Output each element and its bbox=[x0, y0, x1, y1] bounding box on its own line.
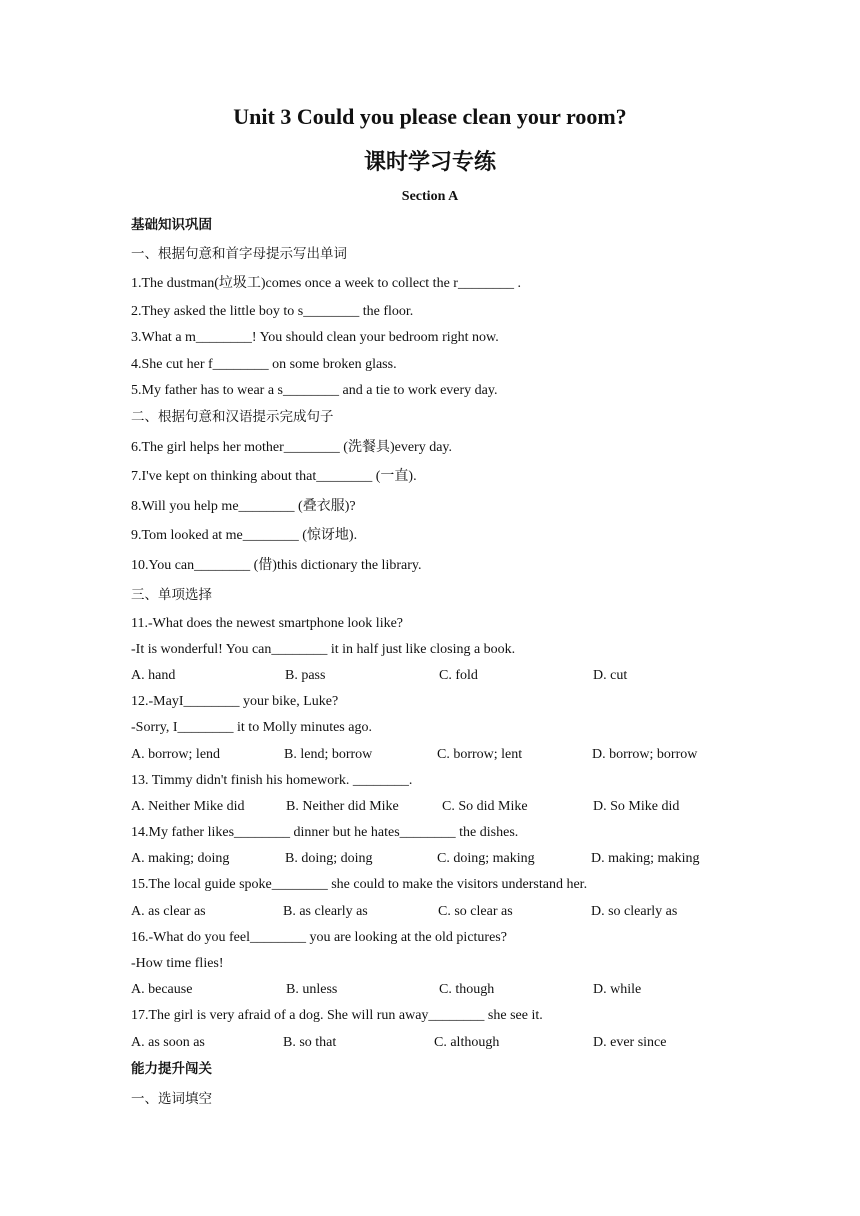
q17-option-b: B. so that bbox=[283, 1035, 337, 1050]
question-12-response: -Sorry, I________ it to Molly minutes ago. bbox=[131, 720, 372, 735]
question-5: 5.My father has to wear a s________ and a tie to work every day. bbox=[131, 383, 498, 398]
question-4: 4.She cut her f________ on some broken glass. bbox=[131, 357, 397, 372]
q16-option-a: A. because bbox=[131, 982, 193, 997]
part1-heading: 基础知识巩固 bbox=[131, 217, 212, 233]
question-13: 13. Timmy didn't finish his homework. ________. bbox=[131, 773, 413, 788]
question-6: 6.The girl helps her mother________ (洗餐具)every day. bbox=[131, 440, 453, 455]
q15-option-a: A. as clear as bbox=[131, 904, 206, 919]
q17-option-c: C. although bbox=[434, 1035, 500, 1050]
q13-option-a: A. Neither Mike did bbox=[131, 799, 245, 814]
question-8: 8.Will you help me________ (叠衣服)? bbox=[131, 499, 356, 514]
question-3: 3.What a m________! You should clean your bedroom right now. bbox=[131, 330, 499, 345]
unit-title: Unit 3 Could you please clean your room? bbox=[233, 104, 627, 129]
q14-option-b: B. doing; doing bbox=[285, 851, 373, 866]
q14-option-d: D. making; making bbox=[591, 851, 700, 866]
q14-option-a: A. making; doing bbox=[131, 851, 230, 866]
question-14: 14.My father likes________ dinner but he hates________ the dishes. bbox=[131, 825, 519, 840]
q16-option-d: D. while bbox=[593, 982, 642, 997]
sub4-heading: 一、选词填空 bbox=[131, 1091, 212, 1107]
question-12-prompt: 12.-MayI________ your bike, Luke? bbox=[131, 694, 339, 709]
q12-option-a: A. borrow; lend bbox=[131, 747, 221, 762]
q12-option-b: B. lend; borrow bbox=[284, 747, 373, 762]
q16-option-b: B. unless bbox=[286, 982, 338, 997]
lesson-subtitle: 课时学习专练 bbox=[363, 150, 496, 175]
question-9: 9.Tom looked at me________ (惊讶地). bbox=[131, 528, 358, 543]
q13-option-b: B. Neither did Mike bbox=[286, 799, 399, 814]
part2-heading: 能力提升闯关 bbox=[131, 1061, 212, 1077]
q11-option-d: D. cut bbox=[593, 668, 628, 683]
question-10: 10.You can________ (借)this dictionary the library. bbox=[131, 558, 422, 573]
q13-option-d: D. So Mike did bbox=[593, 799, 680, 814]
q15-option-c: C. so clear as bbox=[438, 904, 513, 919]
q17-option-d: D. ever since bbox=[593, 1035, 667, 1050]
q12-option-d: D. borrow; borrow bbox=[592, 747, 698, 762]
question-17: 17.The girl is very afraid of a dog. She will run away________ she see it. bbox=[131, 1008, 543, 1023]
question-11-prompt: 11.-What does the newest smartphone look like? bbox=[131, 616, 404, 631]
question-16-response: -How time flies! bbox=[131, 956, 224, 971]
q15-option-d: D. so clearly as bbox=[591, 904, 678, 919]
section-label: Section A bbox=[401, 189, 459, 204]
q11-option-b: B. pass bbox=[285, 668, 326, 683]
q14-option-c: C. doing; making bbox=[437, 851, 535, 866]
sub1-heading: 一、根据句意和首字母提示写出单词 bbox=[131, 246, 347, 262]
sub2-heading: 二、根据句意和汉语提示完成句子 bbox=[131, 409, 334, 425]
q11-option-a: A. hand bbox=[131, 668, 176, 683]
question-2: 2.They asked the little boy to s________ the floor. bbox=[131, 304, 414, 319]
q16-option-c: C. though bbox=[439, 982, 495, 997]
question-16-prompt: 16.-What do you feel________ you are looking at the old pictures? bbox=[131, 930, 507, 945]
sub3-heading: 三、单项选择 bbox=[131, 587, 212, 603]
q13-option-c: C. So did Mike bbox=[442, 799, 528, 814]
question-7: 7.I've kept on thinking about that________ (一直). bbox=[131, 469, 417, 484]
question-11-response: -It is wonderful! You can________ it in half just like closing a book. bbox=[131, 642, 516, 657]
q17-option-a: A. as soon as bbox=[131, 1035, 205, 1050]
question-1: 1.The dustman(垃圾工)comes once a week to collect the r________ . bbox=[131, 276, 521, 291]
q12-option-c: C. borrow; lent bbox=[437, 747, 523, 762]
q11-option-c: C. fold bbox=[439, 668, 478, 683]
q15-option-b: B. as clearly as bbox=[283, 904, 368, 919]
question-15: 15.The local guide spoke________ she could to make the visitors understand her. bbox=[131, 877, 588, 892]
